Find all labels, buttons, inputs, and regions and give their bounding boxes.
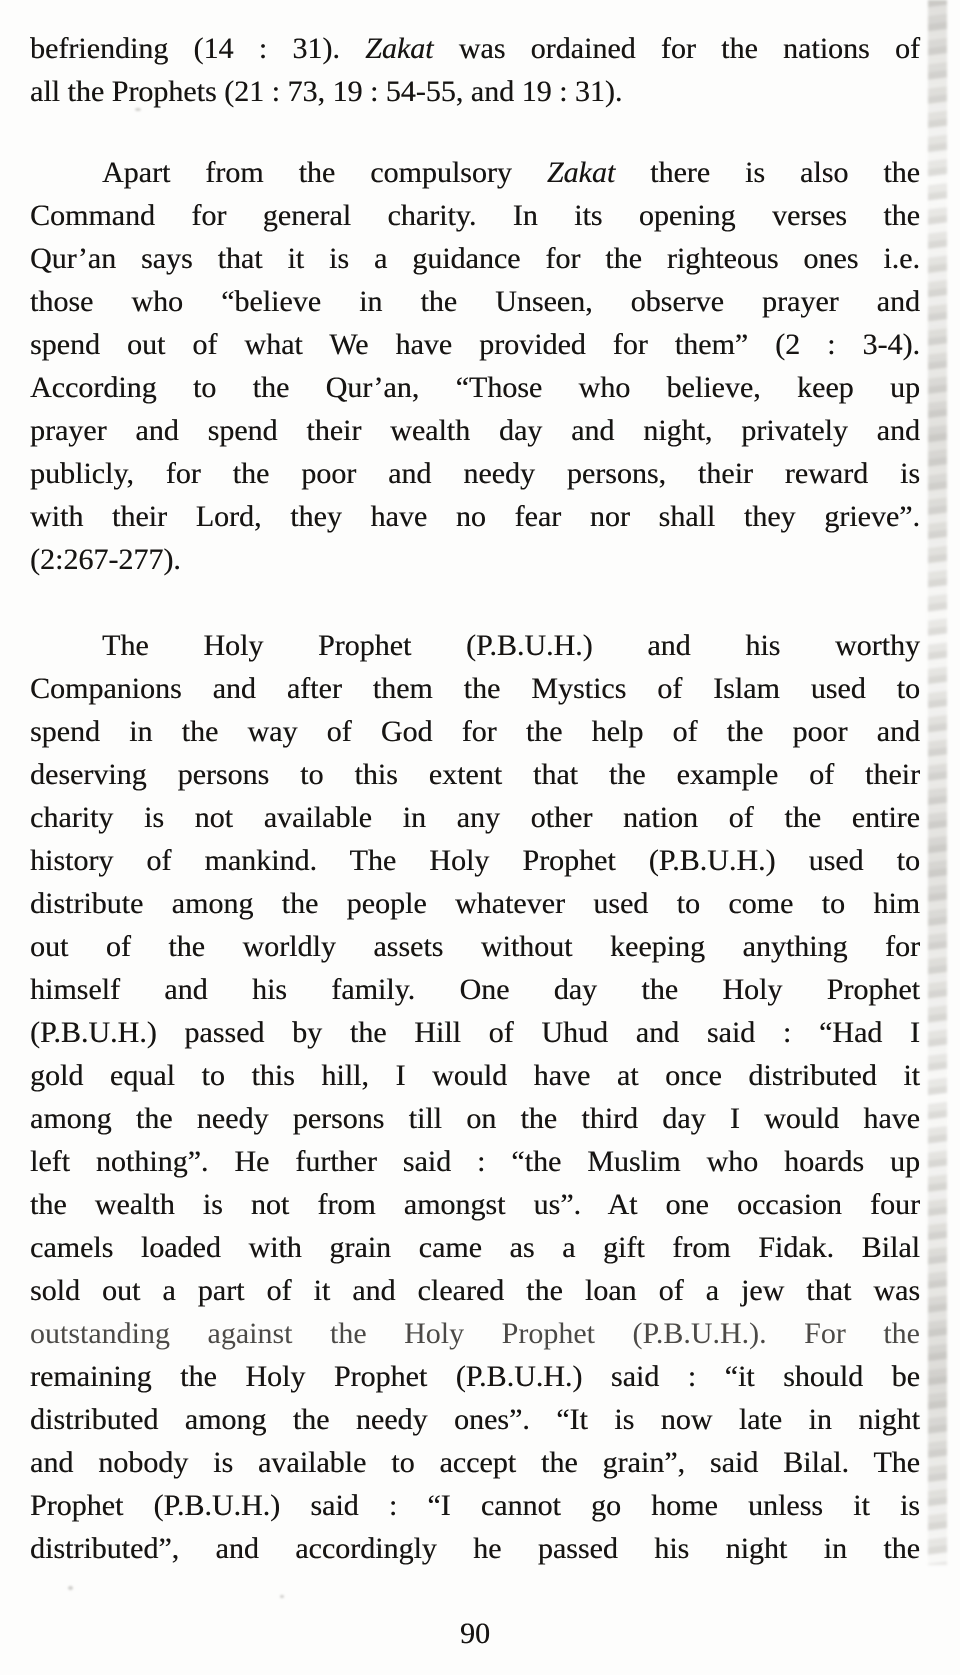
text-segment: (2:267-277). bbox=[30, 543, 181, 576]
paragraph-general-charity bbox=[30, 151, 920, 581]
text-line bbox=[30, 194, 920, 237]
text-line bbox=[30, 839, 920, 882]
text-line bbox=[30, 1355, 920, 1398]
text-segment: outstanding against the Holy Prophet (P.B.U.H.). For the bbox=[30, 1317, 920, 1350]
text-line bbox=[30, 710, 920, 753]
text-segment: The Holy Prophet (P.B.U.H.) and his worthy bbox=[102, 629, 920, 662]
text-line bbox=[30, 452, 920, 495]
text-line bbox=[30, 1140, 920, 1183]
text-segment: According to the Qur’an, “Those who believe, keep up bbox=[30, 371, 920, 404]
text-line bbox=[30, 753, 920, 796]
text-line bbox=[30, 366, 920, 409]
text-segment: Prophet (P.B.U.H.) said : “I cannot go home unless it is bbox=[30, 1489, 920, 1522]
italic-text-segment: Zakat bbox=[546, 156, 616, 189]
text-segment: Companions and after them the Mystics of Islam used to bbox=[30, 672, 920, 705]
text-line bbox=[30, 1183, 920, 1226]
text-line bbox=[30, 1226, 920, 1269]
text-segment: prayer and spend their wealth day and night, privately and bbox=[30, 414, 920, 447]
text-line bbox=[30, 1054, 920, 1097]
text-segment: all the Prophets (21 : 73, 19 : 54-55, and 19 : 31). bbox=[30, 75, 623, 108]
text-segment: gold equal to this hill, I would have at once distributed it bbox=[30, 1059, 920, 1092]
text-segment: befriending (14 : 31). bbox=[30, 32, 366, 65]
text-line bbox=[30, 27, 920, 70]
scan-edge-artifact bbox=[928, 0, 947, 1565]
text-line bbox=[30, 624, 920, 667]
text-segment: was ordained for the nations of bbox=[433, 32, 920, 65]
text-segment: deserving persons to this extent that the example of their bbox=[30, 758, 920, 791]
text-segment: those who “believe in the Unseen, observe prayer and bbox=[30, 285, 920, 318]
text-line bbox=[30, 1441, 920, 1484]
text-line bbox=[30, 882, 920, 925]
italic-text-segment: Zakat bbox=[365, 32, 434, 65]
text-segment: sold out a part of it and cleared the loan of a jew that was bbox=[30, 1274, 920, 1307]
text-line bbox=[30, 495, 920, 538]
text-line bbox=[30, 323, 920, 366]
text-segment: remaining the Holy Prophet (P.B.U.H.) said : “it should be bbox=[30, 1360, 920, 1393]
text-segment: left nothing”. He further said : “the Muslim who hoards up bbox=[30, 1145, 920, 1178]
text-line bbox=[30, 1011, 920, 1054]
text-segment: distributed among the needy ones”. “It is now late in night bbox=[30, 1403, 920, 1436]
text-line bbox=[30, 925, 920, 968]
text-line bbox=[30, 409, 920, 452]
text-segment: distribute among the people whatever used to come to him bbox=[30, 887, 920, 920]
text-line bbox=[30, 1097, 920, 1140]
text-line bbox=[30, 1484, 920, 1527]
text-segment: history of mankind. The Holy Prophet (P.B.U.H.) used to bbox=[30, 844, 920, 877]
text-segment: charity is not available in any other nation of the entire bbox=[30, 801, 920, 834]
text-segment: Qur’an says that it is a guidance for the righteous ones i.e. bbox=[30, 242, 920, 275]
text-segment: himself and his family. One day the Holy Prophet bbox=[30, 973, 920, 1006]
page-number: 90 bbox=[460, 1617, 490, 1650]
scan-speck bbox=[68, 1586, 73, 1590]
text-line bbox=[30, 1527, 920, 1570]
text-segment: spend out of what We have provided for them” (2 : 3-4). bbox=[30, 328, 920, 361]
text-line bbox=[30, 796, 920, 839]
text-segment: and nobody is available to accept the grain”, said Bilal. The bbox=[30, 1446, 920, 1479]
text-segment: (P.B.U.H.) passed by the Hill of Uhud and said : “Had I bbox=[30, 1016, 920, 1049]
text-line bbox=[30, 237, 920, 280]
text-line bbox=[30, 968, 920, 1011]
scan-speck bbox=[280, 1595, 284, 1598]
text-line bbox=[30, 151, 920, 194]
text-segment: camels loaded with grain came as a gift from Fidak. Bilal bbox=[30, 1231, 920, 1264]
text-segment: with their Lord, they have no fear nor shall they grieve”. bbox=[30, 500, 920, 533]
text-segment: out of the worldly assets without keeping anything for bbox=[30, 930, 920, 963]
text-segment: Apart from the compulsory bbox=[102, 156, 547, 189]
text-line bbox=[30, 1312, 920, 1355]
text-segment: Command for general charity. In its opening verses the bbox=[30, 199, 920, 232]
text-line bbox=[30, 1398, 920, 1441]
text-segment: spend in the way of God for the help of the poor and bbox=[30, 715, 920, 748]
text-segment: the wealth is not from amongst us”. At one occasion four bbox=[30, 1188, 920, 1221]
text-segment: there is also the bbox=[615, 156, 920, 189]
page-text-body bbox=[30, 27, 920, 1570]
text-segment: publicly, for the poor and needy persons, their reward is bbox=[30, 457, 920, 490]
text-segment: distributed”, and accordingly he passed his night in the bbox=[30, 1532, 920, 1565]
text-line bbox=[30, 538, 920, 581]
text-segment: among the needy persons till on the third day I would have bbox=[30, 1102, 920, 1135]
text-line bbox=[30, 280, 920, 323]
paragraph-prophet-charity bbox=[30, 624, 920, 1570]
text-line bbox=[30, 1269, 920, 1312]
text-line bbox=[30, 667, 920, 710]
text-line bbox=[30, 70, 920, 113]
paragraph-continuation-zakat bbox=[30, 27, 920, 113]
scan-speck bbox=[135, 108, 141, 111]
